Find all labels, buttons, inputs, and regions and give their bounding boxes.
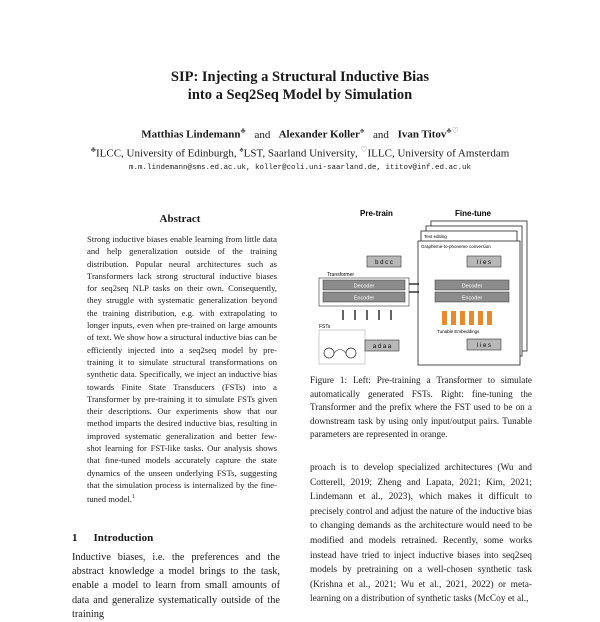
fsts-label: FSTs — [319, 324, 331, 330]
encoder-label: Encoder — [353, 295, 375, 302]
transformer-label: Transformer — [327, 272, 355, 278]
author-list — [0, 125, 600, 141]
pretrain-output-tokens: b d c c — [375, 260, 393, 266]
author-1: Matthias Lindemann — [141, 128, 241, 141]
tunable-label: Tunable Embeddings — [437, 329, 480, 334]
amsterdam-icon: ♣♡ — [446, 126, 459, 135]
fst-state-icons — [324, 348, 356, 358]
author-separator: and — [254, 128, 271, 141]
abstract-heading: Abstract — [159, 213, 201, 225]
saarland-icon: ♠ — [359, 126, 365, 135]
amsterdam-icon: ♡ — [360, 145, 368, 154]
abstract-text: Strong inductive biases enable learning from little data and help generalization outside of the training distribution. Popular neural architectures such as Transformers lack strong structural inductive biases for seq2seq NLP tasks on their own. Consequently, they struggle with systematic generalization beyond the training distribution, e.g. with extrapolating to longer inputs, even when pre-trained on large amounts of text. We show how a structural inductive bias can be efficiently injected into a seq2seq model by pre-training it to simulate structural transformations on synthetic data. Specifically, we inject an inductive bias towards Finite State Transducers (FSTs) into a Transformer by pre-training it to simulate FSTs given their descriptions. Our experiments show that our method imparts the desired inductive bias, resulting in improved systematic generalization and better few-shot learning for FST-like tasks. Our analysis shows that fine-tuned models accurately capture the state dynamics of the unseen underlying FSTs, suggesting that the simulation process is internalized by the fine-tuned model. — [87, 234, 277, 505]
intro-paragraph: Inductive biases, i.e. the preferences and the abstract knowledge a model brings to the task, enable a model to learn from small amounts of data and generalize systematically outside of the training — [72, 552, 280, 620]
decoder-label: Decoder — [353, 283, 375, 290]
edinburgh-icon: ♣ — [240, 126, 246, 135]
finetune-input-tokens: l i e s — [476, 343, 492, 349]
edinburgh-icon: ♣ — [90, 145, 96, 154]
abstract-body — [87, 233, 277, 505]
text-editing-label: Text editing — [424, 234, 447, 239]
figure-caption: Figure 1: Left: Pre-training a Transformer to simulate automatically generated FSTs. Right: fine-tuning the Transformer and the prefix where the FST used to be on a downstream task by using only input/output pairs. Tunable parameters are represented in orange. — [310, 375, 532, 440]
footnote-mark: 1 — [131, 494, 135, 501]
author-separator: and — [372, 128, 389, 141]
finetune-encoder-label: Encoder — [461, 295, 483, 302]
affiliation-2: LST, Saarland University, — [243, 147, 358, 160]
finetune-decoder-label: Decoder — [461, 283, 483, 290]
finetune-label: Fine-tune — [455, 209, 491, 218]
paper-title-line-1: SIP: Injecting a Structural Inductive Bias — [170, 69, 430, 85]
figure-1 — [305, 200, 535, 370]
affiliations — [0, 145, 600, 160]
pretrain-output-row — [367, 256, 401, 267]
affiliation-1: ILCC, University of Edinburgh, — [95, 147, 237, 160]
fst-box — [319, 330, 365, 364]
emails: m.m.lindemann@sms.ed.ac.uk, koller@coli.uni-saarland.de, ititov@inf.ed.ac.uk — [128, 164, 472, 172]
pretrain-label: Pre-train — [360, 209, 393, 218]
section-heading — [72, 532, 153, 544]
affiliation-3: ILLC, University of Amsterdam — [367, 147, 510, 160]
finetune-output-tokens: l i e s — [476, 260, 492, 266]
author-3: Ivan Titov — [397, 128, 447, 141]
column-2-paragraph: proach is to develop specialized architectures (Wu and Cotterell, 2019; Zheng and Lapata, 2021; Kim, 2021; Lindemann et al., 2023), which makes it difficult to precisely control and adjust the nature of the inductive bias to changing demands as the architecture would need to be modified and models retrained. Recently, some works instead have tried to inject inductive biases into seq2seq models by pretraining on a well-chosen synthetic task (Krishna et al., 2021; Wu et al., 2021, 2022) or meta-learning on a distribution of synthetic tasks (McCoy et al., — [310, 463, 532, 605]
section-number: 1 — [72, 532, 78, 544]
pretrain-input-tokens: a d a a — [372, 344, 392, 350]
author-2: Alexander Koller — [278, 128, 360, 141]
paper-title-line-2: into a Seq2Seq Model by Simulation — [187, 87, 413, 103]
saarland-icon: ♠ — [239, 145, 244, 154]
g2p-label: Grapheme-to-phoneme conversion — [421, 244, 491, 249]
section-title: Introduction — [93, 532, 154, 544]
